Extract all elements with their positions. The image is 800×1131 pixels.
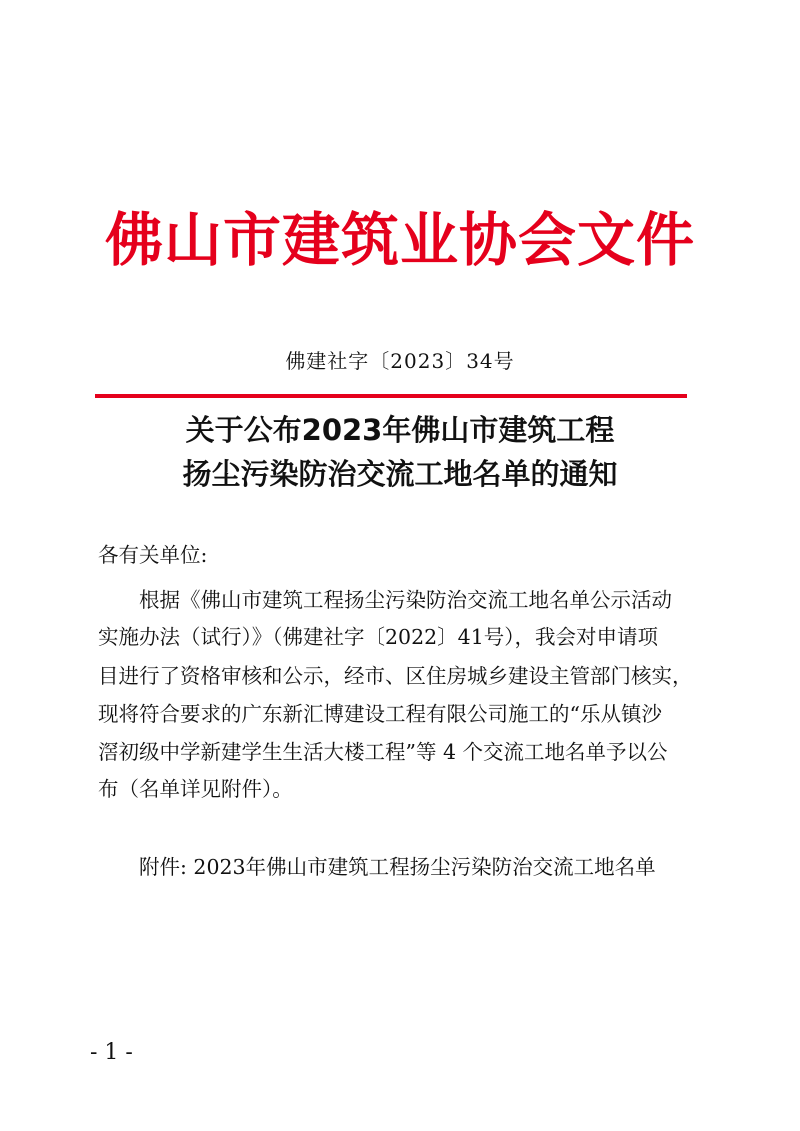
notice-title-line-1: 关于公布2023年佛山市建筑工程 (185, 413, 615, 447)
red-separator-line (95, 394, 687, 398)
body-line-3: 目进行了资格审核和公示，经市、区住房城乡建设主管部门核实， (98, 664, 693, 688)
body-line-6: 布（名单详见附件）。 (98, 777, 293, 801)
masthead-title: 佛山市建筑业协会文件 (104, 206, 695, 274)
salutation: 各有关单位: (98, 543, 208, 567)
page-number: - 1 - (90, 1040, 133, 1065)
body-line-1: 根据《佛山市建筑工程扬尘污染防治交流工地名单公示活动 (139, 588, 672, 612)
body-line-4: 现将符合要求的广东新汇博建设工程有限公司施工的“乐从镇沙 (98, 702, 662, 726)
attachment-note: 附件: 2023年佛山市建筑工程扬尘污染防治交流工地名单 (139, 855, 656, 879)
document-number: 佛建社字〔2023〕34号 (285, 349, 515, 373)
body-line-5: 滘初级中学新建学生生活大楼工程”等 4 个交流工地名单予以公 (98, 740, 668, 764)
body-line-2: 实施办法（试行）》（佛建社字〔2022〕41号），我会对申请项 (98, 625, 659, 649)
notice-title-line-2: 扬尘污染防治交流工地名单的通知 (182, 457, 618, 491)
